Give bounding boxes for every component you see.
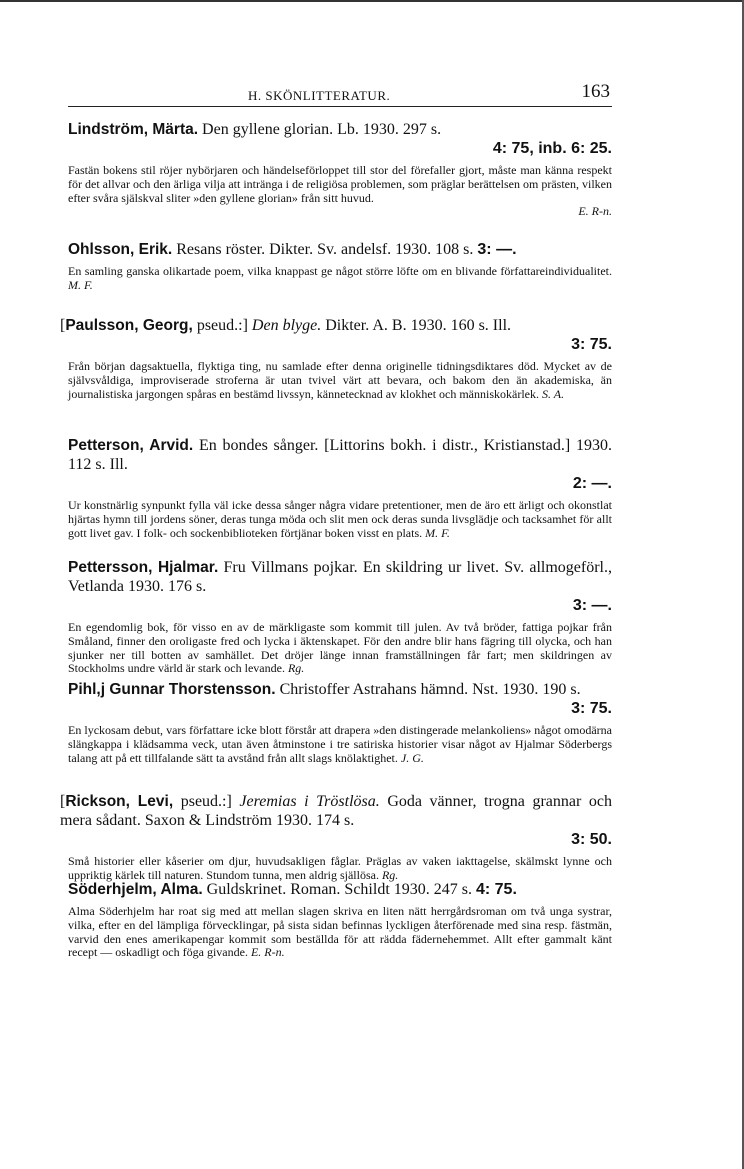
entry-title-info: Goda vänner, trogna grannar och mera sådant. Saxon & Lindström 1930. 174 s. [60,793,613,829]
entry-heading [46,240,612,259]
entry-review-text: Ur konstnärlig synpunkt fylla väl icke dessa sånger några vidare pretentioner, men de äro ett ärligt och okonstlat hjärtas hymn till jordens söner, deras tunga möda och slit men ock deras sunda livsglädje och tacksamhet för allt gott livet gav. I folk- och sockenbiblioteken förtjänar boken visst en plats. [68,498,612,540]
entry-heading [46,120,612,158]
entry-review-text: Från början dagsaktuella, flyktiga ting, nu samlade efter denna originelle tidningsdiktares död. Mycket av de självsvåldiga, improviserade stroferna är utan tvivel värt att bevara, och bakom den än akademiska, än journalistiska jargongen spåras en bestämd livssyn, kännetecknad av klokhet och människokärlek. [68,359,612,401]
entry-author: Lindström, Märta. [68,121,199,138]
entry-heading [46,880,612,899]
entry-review-text: En lyckosam debut, vars författare icke blott förstår att drapera »den distingerade melankoliens» något omodärna slängkappa i klädsamma veck, utan även åtminstone i tre satiriska historier visar något av Hjalmar Söderbergs talang att på ett tillfalande sätt ta avstånd från allt slags knölaktighet. [68,723,612,765]
entry-heading [46,792,612,849]
entry-author: Pettersson, Hjalmar. [68,559,219,576]
entry-rickson [46,792,612,883]
entry-price: 4: 75, inb. 6: 25. [492,140,612,157]
entry-title-info: Guldskrinet. Roman. Schildt 1930. 247 s. [206,881,472,898]
entry-review [46,265,612,293]
entry-title-info: Den gyllene glorian. Lb. 1930. 297 s. [202,121,442,138]
entry-review [46,499,612,540]
page-top-border [0,0,744,2]
entry-signature: S. A. [542,386,565,401]
entry-review-text: En egendomlig bok, för visso en av de märkligaste som kommit till julen. Av två bröder, fattiga pojkar från Småland, finner den oroligaste fred och lycka i äktenskapet. För den andre blir hans fägring till olycka, och han sjunker ner till botten av samhället. Det dröjer länge innan framställningen får fart; men skildringen av Stockholms undre värld är stark och levande. [68,620,612,676]
entry-title: Jeremias i Tröstlösa. [239,793,380,810]
entry-author: Petterson, Arvid. [68,437,194,454]
page-number: 163 [581,81,610,102]
entry-heading [46,680,612,718]
entry-author: Rickson, Levi, [65,793,174,810]
entry-review [46,855,612,883]
entry-pseudonym-note: pseud.:] [180,793,232,810]
entry-review-text: Alma Söderhjelm har roat sig med att mellan slagen skriva en liten nätt herrgårdsroman om två unga systrar, vilka, efter en del lämpliga förvecklingar, på sista sidan befinnas lyckligen återförenade med sina resp. fästmän, varvid den enes amerikapengar kommit som beställda för att rädda fädernehemmet. Allt efter gammalt känt recept — oskadligt och föga givande. [68,904,612,960]
bracket-open: [ [60,317,66,334]
entry-title-info: Christoffer Astrahans hämnd. Nst. 1930. 190 s. [279,681,581,698]
entry-price: 3: 75. [571,700,612,717]
entry-review-text: Fastän bokens stil röjer nybörjaren och händelseförloppet till stor del förefaller gjort, måste man känna respekt för det allvar och den ärliga vilja att intränga i de religiösa problemen, som präglar berättelsen om prästen, vilken efter svåra själskval sliter »den gyllene glorian» från sitt huvud. [68,163,612,205]
entry-review-text: En samling ganska olikartade poem, vilka knappast ge något större löfte om en blivande författareindividualitet. [68,264,612,278]
entry-signature: E. R-n. [578,204,612,219]
entry-ohlsson [46,240,612,293]
entry-price: 3: —. [572,597,612,614]
entry-petterson [46,436,612,540]
entry-soderhjelm [46,880,612,960]
entry-heading [46,436,612,493]
entry-review [46,724,612,765]
entry-signature: Rg. [381,867,399,882]
entry-signature: E. R-n. [250,945,285,960]
entry-price: 3: 75. [571,336,612,353]
entry-review [46,164,612,219]
entry-signature: Rg. [287,661,305,676]
entry-author: Paulsson, Georg, [65,317,193,334]
page-header [68,81,612,107]
entry-title-info: Fru Villmans pojkar. En skildring ur livet. Sv. allmogeförl., Vetlanda 1930. 176 s. [68,559,613,595]
entry-pettersson [46,558,612,676]
entry-heading [46,316,612,354]
entry-review [46,905,612,960]
entry-lindstrom [46,120,612,219]
entry-pseudonym-note: pseud.:] [196,317,248,334]
entry-title-info: Dikter. A. B. 1930. 160 s. Ill. [325,317,512,334]
entry-price: 2: —. [572,475,612,492]
entry-signature: M. F. [425,525,450,540]
entry-signature: J. G. [400,750,424,765]
entry-review-text: Små historier eller kåserier om djur, huvudsakligen fåglar. Präglas av vaken iakttagelse, skälmskt lynne och uppriktig kärlek till naturen. Stundom tunna, men aldrig själlösa. [68,854,612,882]
entry-title: Den blyge. [251,317,322,334]
entry-author: Ohlsson, Erik. [68,241,173,258]
entry-title-info: Resans röster. Dikter. Sv. andelsf. 1930. 108 s. [176,241,474,258]
entry-price: 3: —. [477,241,517,258]
bracket-open: [ [60,793,66,810]
entry-price: 3: 50. [571,831,612,848]
entry-pihl [46,680,612,765]
entry-review [46,360,612,401]
entry-author: Pihl,j Gunnar Thorstensson. [68,681,276,698]
entry-signature: M. F. [68,277,93,292]
entry-paulsson [46,316,612,401]
entry-heading [46,558,612,615]
entry-author: Söderhjelm, Alma. [68,881,203,898]
entry-review [46,621,612,676]
entry-price: 4: 75. [475,881,517,898]
running-title: H. SKÖNLITTERATUR. [248,88,391,103]
entry-title-info: En bondes sånger. [Littorins bokh. i distr., Kristianstad.] 1930. 112 s. Ill. [68,437,612,473]
